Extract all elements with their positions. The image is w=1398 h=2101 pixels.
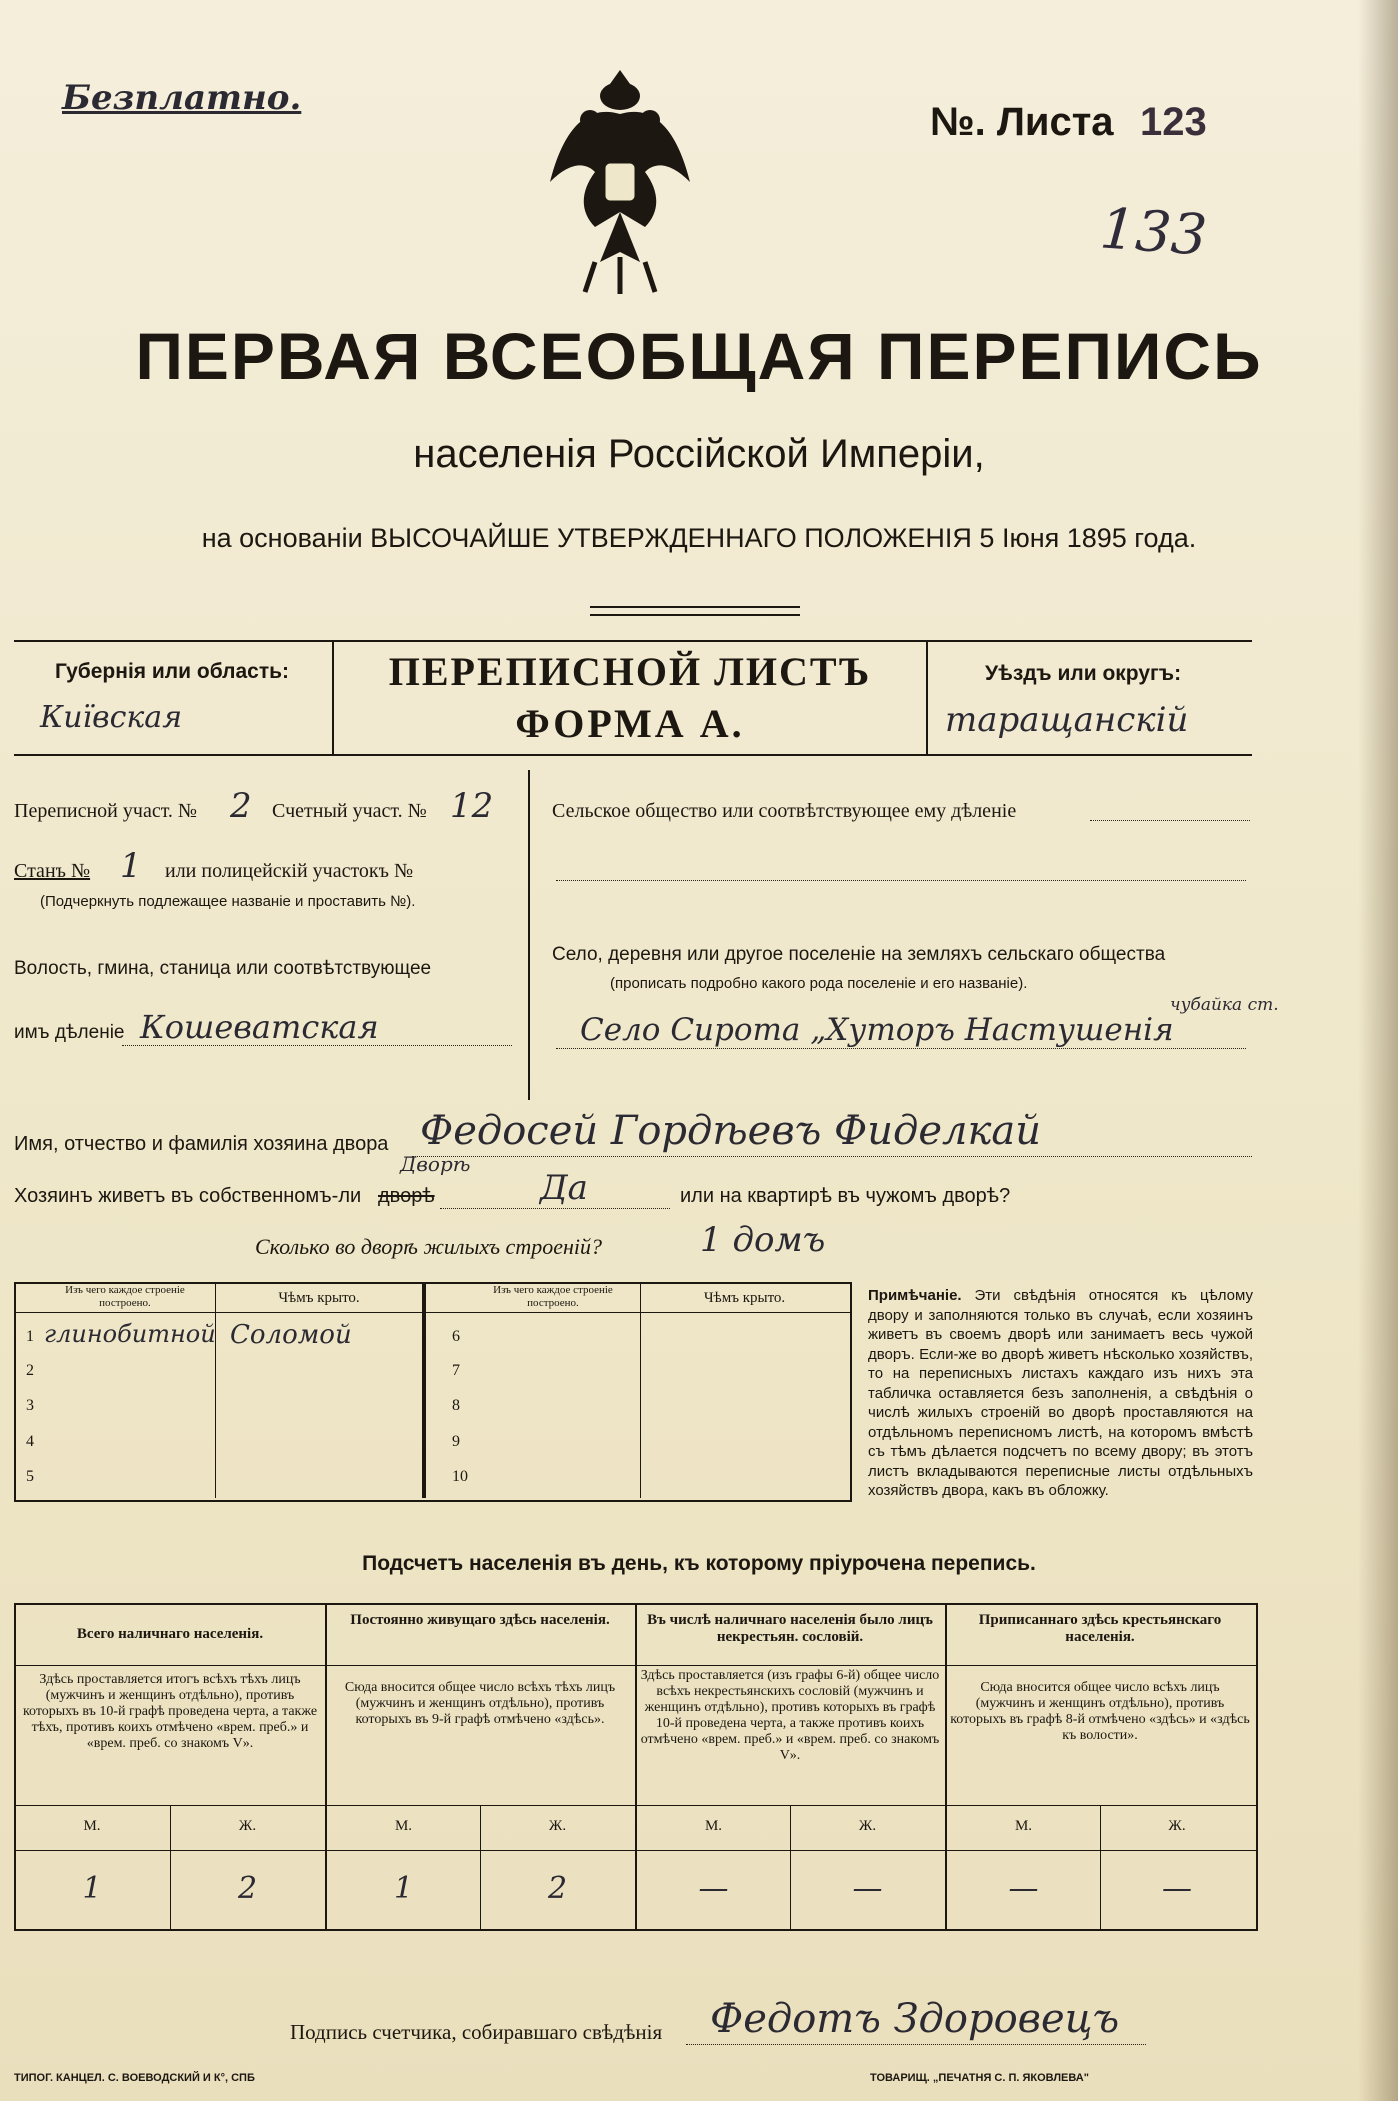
female-label: Ж. [858, 1818, 877, 1834]
building-material: глинобитной [44, 1320, 216, 1348]
society-label: Сельское общество или соотвѣтствующее ему дѣленіе [552, 800, 1017, 822]
male-label: М. [1014, 1818, 1033, 1834]
page-title: ПЕРВАЯ ВСЕОБЩАЯ ПЕРЕПИСЬ [135, 319, 1263, 393]
count-col-desc: Здѣсь проставляется (изъ графы 6-й) общее число всѣхъ некрестьянскихъ сословій (мужчинъ и женщинъ отдѣльно), противъ которыхъ въ графѣ 10-й проведена черта, а также противъ коихъ отмѣчено «врем. преб.» и «врем. преб. со знакомъ V». [640, 1668, 940, 1764]
settlement-label: Село, деревня или другое поселеніе на земляхъ сельскаго общества [552, 944, 1166, 965]
settlement-value: Село Сирота „Хуторъ Настушенія [580, 1012, 1174, 1048]
male-label: М. [704, 1818, 723, 1834]
owner-lives-struck: дворѣ [378, 1185, 435, 1207]
count-col-head: Приписаннаго здѣсь крестьянскаго населенія. [978, 1612, 1222, 1646]
count-value: 2 [237, 1871, 258, 1906]
owner-lives-label: Хозяинъ живетъ въ собственномъ-ли [14, 1185, 362, 1207]
building-row-number: 6 [452, 1328, 460, 1345]
imprint-right: ТОВАРИЩ. „ПЕЧАТНЯ С. П. ЯКОВЛЕВА" [870, 2072, 1089, 2084]
count-value: 2 [547, 1871, 568, 1906]
legal-basis: на основаніи ВЫСОЧАЙШЕ УТВЕРЖДЕННАГО ПОЛОЖЕНІЯ 5 Іюня 1895 года. [201, 523, 1197, 553]
signature-label: Подпись счетчика, собиравшаго свѣдѣнія [290, 2020, 663, 2044]
male-label: М. [83, 1818, 101, 1834]
building-row-number: 7 [452, 1362, 460, 1379]
buildings-count-value: 1 домъ [700, 1220, 826, 1260]
sheet-number-handwritten: 133 [1097, 196, 1210, 269]
owner-lives-alt: или на квартирѣ въ чужомъ дворѣ? [680, 1185, 1011, 1207]
buildings-table [14, 1282, 852, 1502]
count-value: 1 [82, 1871, 102, 1906]
count-value: — [852, 1871, 883, 1906]
volost-label-continued: имъ дѣленіе [14, 1022, 125, 1043]
note-title: Примѣчаніе. [868, 1287, 962, 1304]
count-area-value: 12 [450, 786, 494, 826]
building-row-number: 2 [26, 1362, 34, 1379]
building-row-number: 8 [452, 1397, 460, 1414]
female-label: Ж. [238, 1818, 257, 1834]
count-col-head: Постоянно живущаго здѣсь населенія. [350, 1612, 610, 1628]
owner-name-value: Федосей Гордѣевъ Фиделкай [420, 1108, 1041, 1154]
census-area-label: Переписной участ. № [14, 800, 198, 822]
stan-label: Станъ № [14, 860, 91, 882]
count-value: 1 [393, 1871, 414, 1906]
gubernia-value: Київская [40, 700, 183, 735]
female-label: Ж. [1168, 1818, 1186, 1834]
uezd-label: Уѣздъ или округъ: [985, 662, 1182, 685]
buildings-col-roof-2: Чѣмъ крыто. [703, 1290, 786, 1306]
gubernia-label: Губернія или область: [55, 660, 290, 683]
free-label: Безплатно. [62, 78, 302, 118]
buildings-col-material: Изъ чего каждое строеніе построено. [65, 1284, 185, 1309]
volost-label: Волость, гмина, станица или соотвѣтствующее [14, 958, 432, 979]
settlement-note: (прописать подробно какого рода поселеніе и его названіе). [610, 975, 1028, 992]
count-col-desc: Сюда вносится общее число всѣхъ тѣхъ лицъ (мужчинъ и женщинъ отдѣльно), противъ которыхъ въ 9-й графѣ отмѣчено «здѣсь». [344, 1680, 616, 1728]
count-title: Подсчетъ населенія въ день, къ которому пріурочена перепись. [362, 1552, 1036, 1575]
count-col-head: Всего наличнаго населенія. [76, 1626, 264, 1642]
police-label: или полицейскій участокъ № [165, 860, 414, 882]
sheet-number-label: №. Листа [930, 100, 1114, 144]
double-headed-eagle-emblem-icon [540, 62, 700, 302]
count-value: — [1008, 1871, 1039, 1906]
buildings-col-material-2: Изъ чего каждое строеніе построено. [493, 1284, 613, 1309]
building-row-number: 1 [26, 1328, 34, 1345]
building-row-number: 10 [452, 1468, 468, 1485]
imprint-left: ТИПОГ. КАНЦЕЛ. С. ВОЕВОДСКИЙ И К°, СПБ [14, 2072, 255, 2084]
owner-lives-value: Да [540, 1168, 588, 1208]
male-label: М. [394, 1818, 413, 1834]
building-row-number: 3 [26, 1397, 34, 1414]
note [868, 1286, 1253, 1501]
sheet-number-value: 123 [1140, 100, 1207, 144]
owner-name-label: Имя, отчество и фамилія хозяина двора [14, 1133, 389, 1155]
count-value: — [698, 1871, 729, 1906]
building-roof: Соломой [230, 1320, 352, 1350]
stan-note: (Подчеркнуть подлежащее названіе и проставить №). [40, 893, 416, 910]
female-label: Ж. [548, 1818, 567, 1834]
building-row-number: 9 [452, 1433, 460, 1450]
building-row-number: 4 [26, 1433, 34, 1450]
settlement-addition: чубайка ст. [1170, 995, 1279, 1015]
uezd-value: таращанскій [945, 700, 1189, 740]
form-title: ПЕРЕПИСНОЙ ЛИСТЪ [388, 649, 872, 694]
owner-lives-insert: Дворѣ [400, 1152, 471, 1176]
signature-value: Федотъ Здоровецъ [710, 1996, 1120, 2042]
form-subtitle: ФОРМА А. [515, 701, 745, 746]
note-text: Эти свѣдѣнія относятся къ цѣлому двору и заполняются только въ случаѣ, если хозяинъ живетъ въ своемъ дворѣ или занимаетъ весь чужой дворъ. Если-же во дворѣ живетъ нѣсколько хозяйствъ, то на переписныхъ листахъ каждаго изъ нихъ эта табличка оставляется безъ заполненія, а свѣдѣнія о числѣ жилыхъ строеній во дворѣ проставляются на отдѣльномъ переписномъ листѣ, на которомъ вмѣстѣ съ тѣмъ дѣлается подсчетъ по всему двору; въ этотъ листъ вкладываются переписные листы отдѣльныхъ хозяйствъ двора, какъ въ обложку. [868, 1287, 1253, 1499]
ornament-divider [590, 606, 800, 616]
stan-value: 1 [120, 846, 142, 886]
count-col-head: Въ числѣ наличнаго населенія было лицъ некрестьян. сословій. [647, 1612, 933, 1646]
building-row-number: 5 [26, 1468, 34, 1485]
buildings-col-roof: Чѣмъ крыто. [278, 1290, 360, 1306]
count-col-desc: Здѣсь проставляется итогъ всѣхъ тѣхъ лицъ (мужчинъ и женщинъ отдѣльно), противъ которыхъ въ 10-й графѣ проведена черта, а также тѣхъ, противъ коихъ отмѣчено «врем. преб.» и «врем. преб. со знакомъ V». [22, 1672, 318, 1752]
count-col-desc: Сюда вносится общее число всѣхъ лицъ (мужчинъ и женщинъ отдѣльно), противъ которыхъ въ графѣ 8-й отмѣчено «здѣсь» и «здѣсь къ волости». [950, 1680, 1250, 1744]
census-area-value: 2 [230, 786, 252, 826]
page-subtitle: населенія Россійской Имперіи, [413, 432, 985, 476]
count-value: — [1162, 1871, 1192, 1906]
count-area-label: Счетный участ. № [272, 800, 427, 822]
volost-value: Кошеватская [140, 1008, 379, 1046]
buildings-count-label: Сколько во дворѣ жилыхъ строеній? [255, 1234, 602, 1259]
